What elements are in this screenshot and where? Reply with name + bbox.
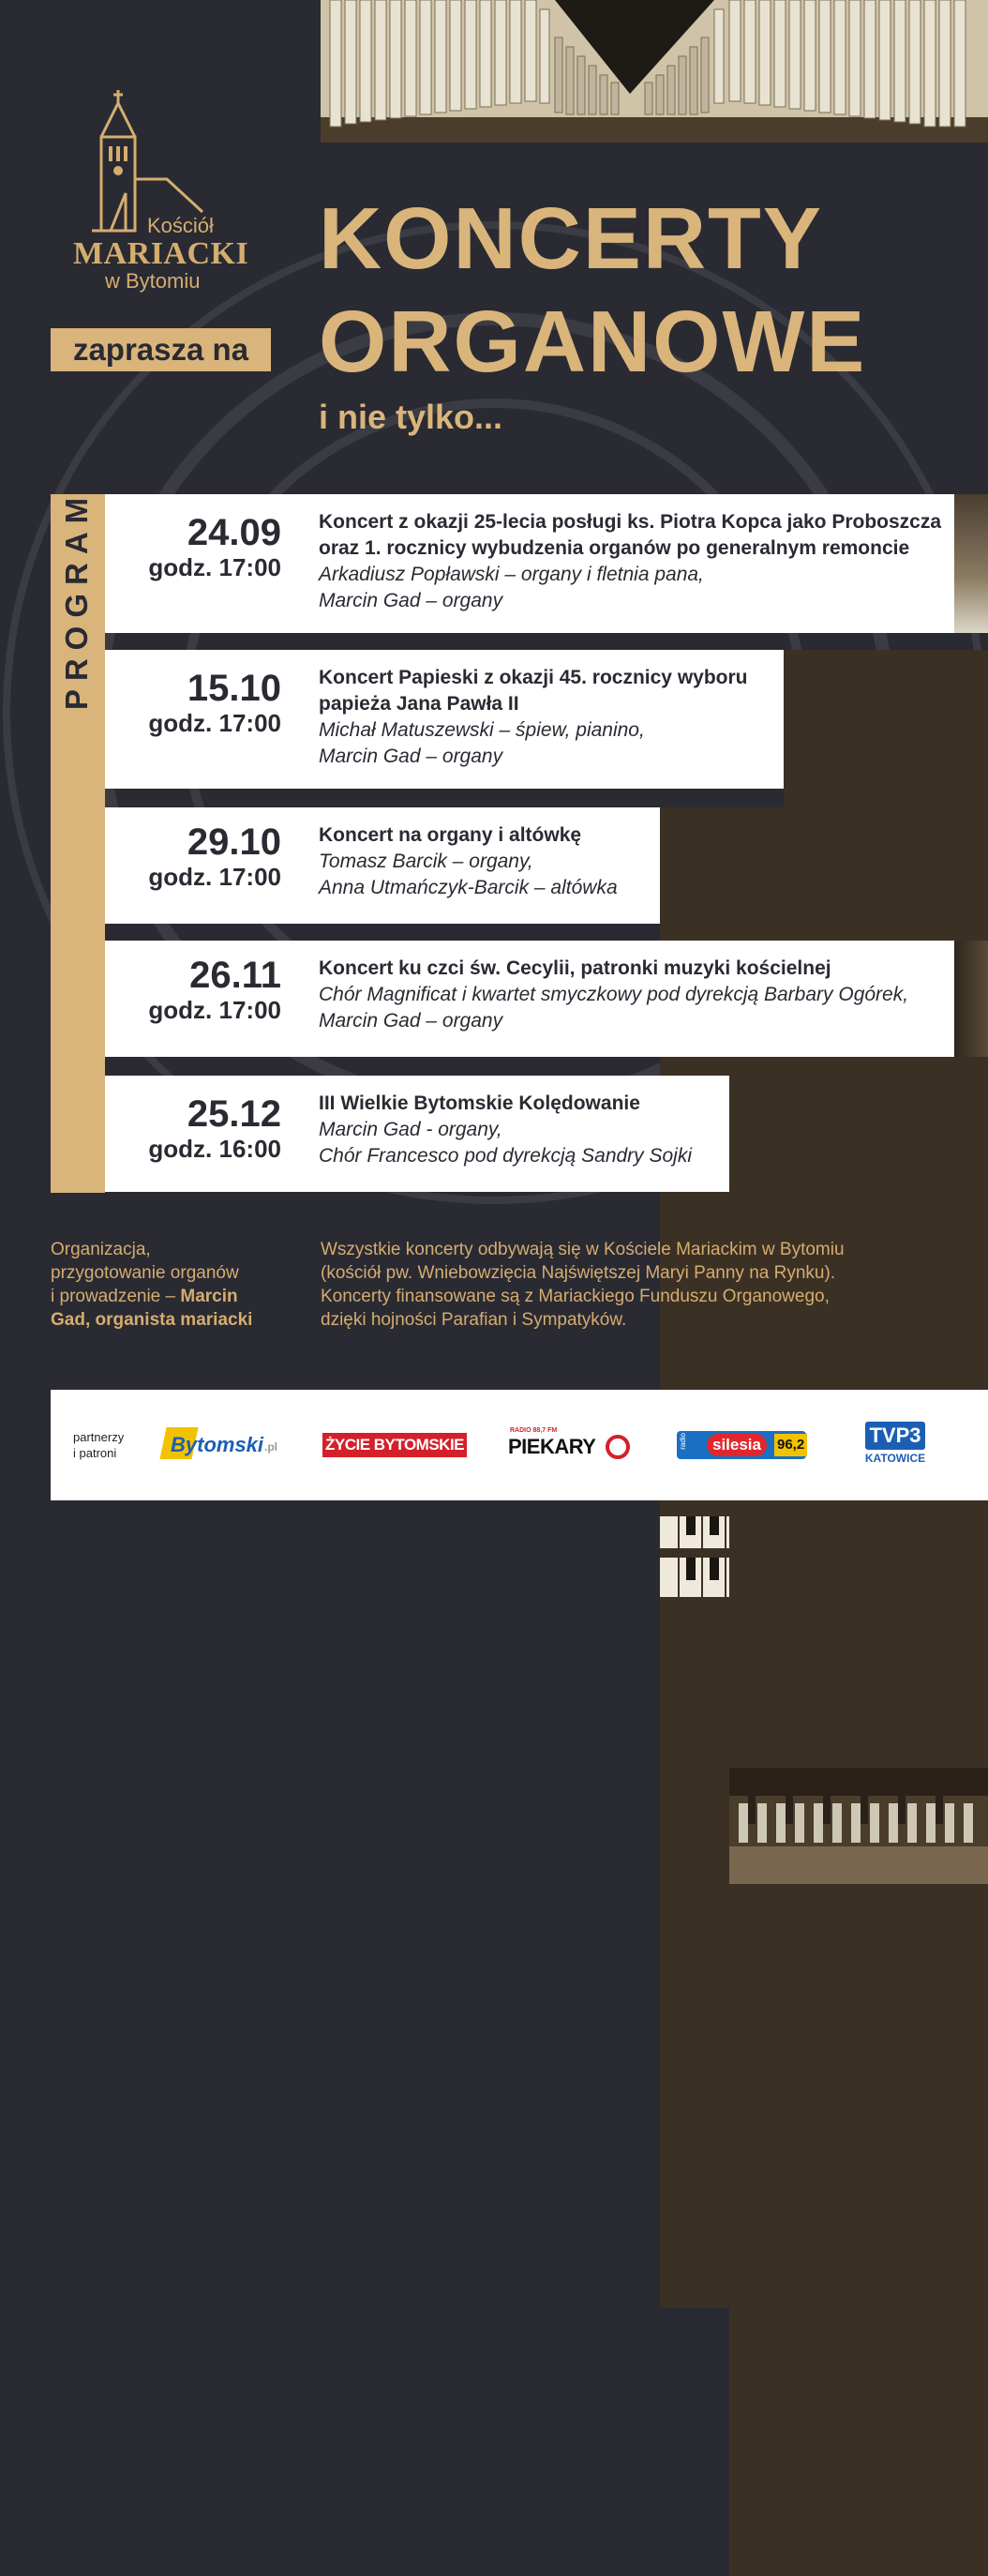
concert-row [105,941,954,1057]
concert-date-block [105,822,281,892]
concert-date-block [105,513,281,582]
partners-label-line: partnerzy [73,1430,125,1444]
organ-photo [954,494,988,633]
radio-silesia-logo [677,1431,806,1459]
bytomski-suffix: .pl [264,1440,277,1454]
concert-date: 26.11 [189,955,281,996]
concert-performer: Arkadiusz Popławski – organy i fletnia pana, [319,564,704,585]
concert-performer: Chór Francesco pod dyrekcją Sandry Sojki [319,1145,693,1167]
partners-label [73,1429,124,1461]
concert-title: Koncert Papieski z okazji 45. rocznicy wyboru [319,667,748,688]
piekary-name: PIEKARY [508,1435,596,1458]
concert-performer: Marcin Gad - organy, [319,1119,502,1140]
concert-title: III Wielkie Bytomskie Kolędowanie [319,1092,640,1114]
organizer-name: Marcin [180,1287,238,1306]
radio-piekary-logo [508,1427,639,1465]
organization-line [51,1308,266,1332]
venue-line: Koncerty finansowane są z Mariackiego Funduszu Organowego, [321,1287,830,1306]
organization-line: Organizacja, [51,1240,151,1259]
tvp-city: KATOWICE [864,1452,926,1465]
partners-label-line: i patroni [73,1446,117,1460]
silesia-name: silesia [707,1434,767,1456]
concert-performer: Chór Magnificat i kwartet smyczkowy pod dyrekcją Barbary Ogórek, [319,984,909,1005]
concert-performer: Tomasz Barcik – organy, [319,851,533,872]
concert-title: oraz 1. rocznicy wybudzenia organów po generalnym remoncie [319,537,910,559]
concert-description [319,956,908,1034]
logo-text-mariacki: MARIACKI [73,236,249,271]
piekary-circle-icon [606,1435,630,1459]
organ-photo [954,941,988,1057]
concert-title: papieża Jana Pawła II [319,693,519,715]
concert-title: Koncert na organy i altówkę [319,824,582,846]
title-organowe: ORGANOWE [319,293,867,390]
zycie-bytomskie-logo [322,1433,467,1457]
silesia-frequency: 96,2 [774,1434,807,1456]
concert-title: Koncert ku czci św. Cecylii, patronki muzyki kościelnej [319,957,831,979]
concert-description [319,822,618,901]
venue-line: (kościół pw. Wniebowzięcia Najświętszej Maryi Panny na Rynku). [321,1263,836,1283]
concert-date: 15.10 [187,668,281,709]
concert-description [319,1091,692,1169]
concert-time: godz. 17:00 [148,863,281,891]
concert-title: Koncert z okazji 25-lecia posługi ks. Piotra Kopca jako Proboszcza [319,511,942,533]
organization-note [51,1238,266,1332]
subtitle: i nie tylko... [319,398,503,436]
tvp-number: 3 [909,1424,921,1447]
organization-line [51,1285,266,1308]
concert-description [319,665,748,770]
zycie-bytomskie-text: ŻYCIE BYTOMSKIE [324,1436,465,1454]
tvp3-mark [865,1422,924,1450]
concert-time: godz. 16:00 [148,1135,281,1163]
tvp3-katowice-logo [853,1422,937,1472]
partners-bar [51,1390,988,1500]
concert-date-block [105,1094,281,1164]
concert-description [319,509,941,614]
concert-row [105,1076,729,1192]
venue-note [321,1238,921,1332]
logo-text-koscol: Kościół [147,214,214,237]
program-label: PROGRAM [59,489,94,711]
logo-text-bytom: w Bytomiu [105,269,201,293]
concert-date-block [105,669,281,738]
concert-performer: Marcin Gad – organy [319,746,503,767]
concert-performer: Marcin Gad – organy [319,590,503,611]
organizer-role: Gad, organista mariacki [51,1310,253,1330]
concert-date: 24.09 [187,512,281,553]
concert-date-block [105,956,281,1025]
concert-row [105,807,660,924]
title-koncerty: KONCERTY [319,189,823,287]
concert-row [105,650,784,789]
concert-date: 29.10 [187,821,281,863]
concert-row [105,494,988,633]
venue-line: Wszystkie koncerty odbywają się w Kościele Mariackim w Bytomiu [321,1240,845,1259]
organization-line: przygotowanie organów [51,1263,239,1283]
organ-pipes-photo [321,0,988,143]
concert-performer: Michał Matuszewski – śpiew, pianino, [319,719,645,741]
piekary-top: RADIO 88,7 FM [510,1427,558,1434]
concert-time: godz. 17:00 [148,553,281,581]
tvp-name: TVP [869,1424,910,1447]
concert-date: 25.12 [187,1093,281,1135]
invite-badge: zaprasza na [51,328,271,371]
concert-time: godz. 17:00 [148,996,281,1024]
organization-text: i prowadzenie – [51,1287,181,1306]
concert-time: godz. 17:00 [148,709,281,737]
concert-performer: Anna Utmańczyk-Barcik – altówka [319,877,618,898]
concert-performer: Marcin Gad – organy [319,1010,503,1032]
venue-line: dzięki hojności Parafian i Sympatyków. [321,1310,627,1330]
silesia-prefix: radio [679,1433,687,1450]
bytomski-name: Bytomski [171,1433,264,1456]
bytomski-logo [163,1427,285,1461]
